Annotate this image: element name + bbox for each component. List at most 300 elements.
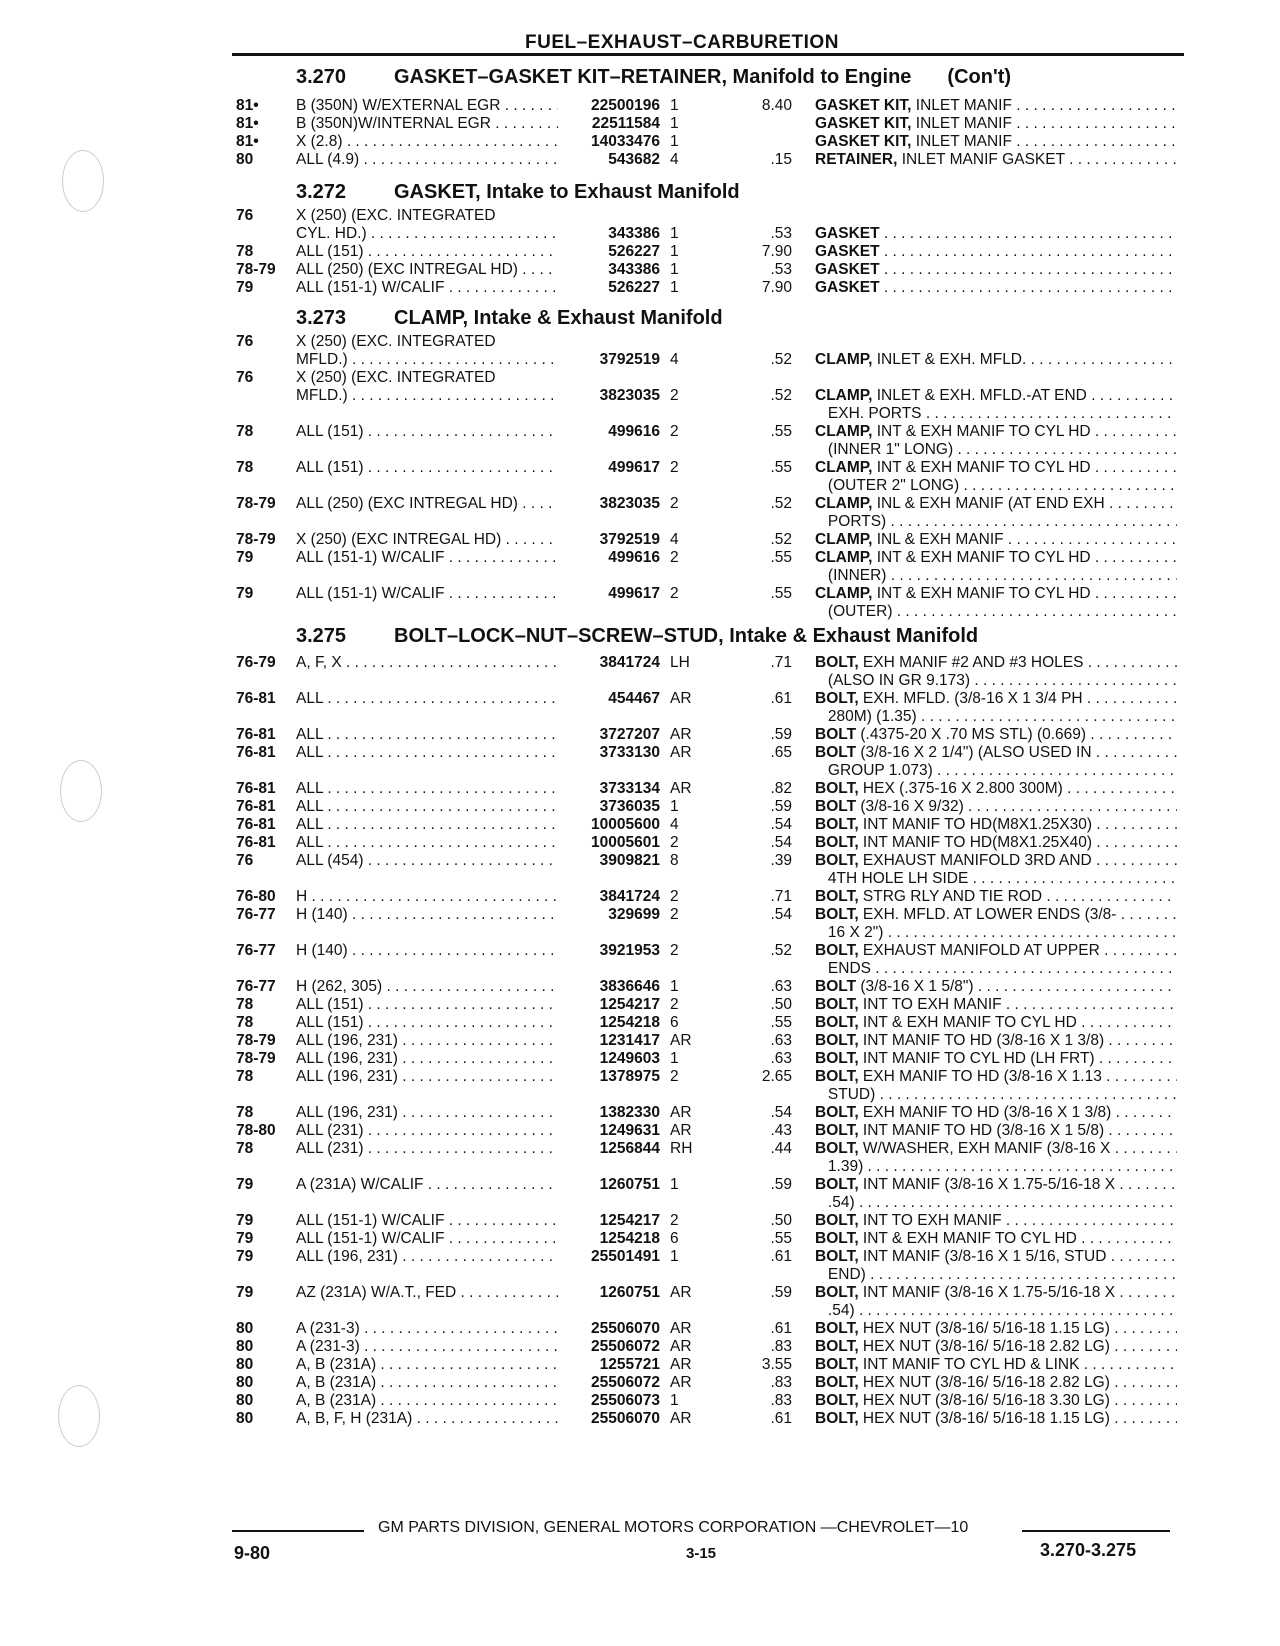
table-row <box>0 279 1280 298</box>
description-text: HEX NUT (3/8-16/ 5/16-18 3.30 LG) <box>858 1392 1110 1409</box>
application: ALL (196, 231) . . . <box>296 1104 558 1122</box>
footer-rule-right <box>1022 1530 1170 1532</box>
table-row <box>0 243 1280 262</box>
application: ALL (231) . . . <box>296 1122 558 1140</box>
description-text: INT MANIF TO CYL HD (LH FRT) <box>858 1050 1095 1067</box>
description <box>815 279 1177 297</box>
application: ALL (196, 231) . . . <box>296 1050 558 1068</box>
description <box>815 726 1177 744</box>
application: X (250) (EXC INTREGAL HD) . . . <box>296 531 558 549</box>
part-number: 10005601 <box>591 834 660 851</box>
part-number: 526227 <box>608 279 660 296</box>
model-year: 79 <box>236 1212 254 1229</box>
model-year: 78-79 <box>236 495 276 512</box>
description-text: (3/8-16 X 1 5/8") <box>856 978 974 995</box>
quantity: 2 <box>670 888 679 905</box>
table-row <box>0 1356 1280 1375</box>
table-row <box>0 834 1280 853</box>
application: A, B (231A) . . . <box>296 1356 558 1374</box>
table-row <box>0 1230 1280 1249</box>
description <box>815 1014 1177 1032</box>
model-year: 78 <box>236 1068 254 1085</box>
application: ALL (151) . . . <box>296 459 558 477</box>
quantity: AR <box>670 690 692 707</box>
model-year: 76-81 <box>236 834 276 851</box>
table-row <box>0 405 1280 424</box>
description <box>815 690 1177 708</box>
part-number: 499617 <box>608 459 660 476</box>
description-text: INT TO EXH MANIF <box>858 996 1002 1013</box>
description-text: INT & EXH MANIF TO CYL HD <box>872 585 1091 602</box>
application: H (140) . . . <box>296 906 558 924</box>
description-text: (OUTER 2" LONG) <box>815 477 960 494</box>
table-row <box>0 942 1280 961</box>
application: ALL . . . <box>296 780 558 798</box>
description <box>815 549 1177 567</box>
table-row <box>0 978 1280 997</box>
price: .61 <box>770 1410 792 1427</box>
description-text: INL & EXH MANIF <box>872 531 1004 548</box>
description <box>815 495 1177 513</box>
description-text: INLET & EXH. MFLD.-AT END <box>872 387 1087 404</box>
table-row <box>0 423 1280 442</box>
quantity: RH <box>670 1140 693 1157</box>
footer-page-number: 3-15 <box>686 1545 717 1562</box>
quantity: 2 <box>670 585 679 602</box>
footer-date: 9-80 <box>234 1543 271 1563</box>
price: .59 <box>770 726 792 743</box>
description-text: INT MANIF TO HD (3/8-16 X 1 5/8) <box>858 1122 1105 1139</box>
description-keyword: BOLT, <box>815 1104 859 1121</box>
description-keyword: BOLT, <box>815 1176 859 1193</box>
part-number: 25506072 <box>591 1374 660 1391</box>
application: A, B (231A) . . . <box>296 1374 558 1392</box>
description <box>815 1050 1177 1068</box>
table-row <box>0 1302 1280 1321</box>
price: 3.55 <box>761 1356 792 1373</box>
description-keyword: CLAMP, <box>815 423 873 440</box>
description-text: 16 X 2") <box>815 924 884 941</box>
table-row <box>0 1266 1280 1285</box>
model-year: 79 <box>236 585 254 602</box>
description-text: INT TO EXH MANIF <box>858 1212 1002 1229</box>
application: MFLD.) . . . <box>296 351 558 369</box>
part-number: 1254217 <box>599 996 660 1013</box>
price: .52 <box>770 942 792 959</box>
application: ALL (151-1) W/CALIF . . . <box>296 279 558 297</box>
application: ALL (196, 231) . . . <box>296 1248 558 1266</box>
price: .59 <box>770 1176 792 1193</box>
part-number: 1254217 <box>599 1212 660 1229</box>
description-keyword: BOLT, <box>815 1014 859 1031</box>
part-number: 3733134 <box>599 780 660 797</box>
price: .71 <box>770 654 792 671</box>
price: .54 <box>770 816 792 833</box>
table-row <box>0 459 1280 478</box>
part-number: 1260751 <box>599 1284 660 1301</box>
application: ALL (196, 231) . . . <box>296 1032 558 1050</box>
part-number: 343386 <box>608 261 660 278</box>
application: A, B, F, H (231A) . . . <box>296 1410 558 1428</box>
application: ALL . . . <box>296 798 558 816</box>
price: .83 <box>770 1374 792 1391</box>
section-heading <box>296 307 759 330</box>
description-keyword: BOLT, <box>815 852 859 869</box>
description <box>815 1374 1177 1392</box>
part-number: 1249631 <box>599 1122 660 1139</box>
section-title: GASKET–GASKET KIT–RETAINER, Manifold to Engine <box>394 66 912 88</box>
part-number: 3823035 <box>599 495 660 512</box>
price: .55 <box>770 1230 792 1247</box>
table-row <box>0 654 1280 673</box>
description-keyword: BOLT, <box>815 654 859 671</box>
description-text: INT MANIF TO HD(M8X1.25X40) <box>858 834 1093 851</box>
table-row <box>0 1086 1280 1105</box>
quantity: 2 <box>670 834 679 851</box>
part-number: 543682 <box>608 151 660 168</box>
part-number: 10005600 <box>591 816 660 833</box>
description-text: END) <box>815 1266 866 1283</box>
application: ALL (4.9) . . . <box>296 151 558 169</box>
model-year: 78-79 <box>236 1032 276 1049</box>
description <box>815 1158 1177 1176</box>
description <box>815 405 1177 423</box>
table-row <box>0 1122 1280 1141</box>
table-row <box>0 477 1280 496</box>
description-text: EXH. MFLD. AT LOWER ENDS (3/8- <box>858 906 1117 923</box>
description <box>815 1302 1177 1320</box>
section-number: 3.270 <box>296 66 347 88</box>
price: .55 <box>770 459 792 476</box>
quantity: 1 <box>670 225 679 242</box>
description-keyword: BOLT <box>815 798 857 815</box>
description <box>815 996 1177 1014</box>
application: H (262, 305) . . . <box>296 978 558 996</box>
application: X (250) (EXC. INTEGRATED <box>296 369 496 386</box>
header-rule <box>232 53 1184 56</box>
application: ALL . . . <box>296 726 558 744</box>
description-text: INLET MANIF <box>911 115 1012 132</box>
application: ALL (250) (EXC INTREGAL HD) . . . <box>296 495 558 513</box>
description <box>815 816 1177 834</box>
description <box>815 1122 1177 1140</box>
application: A (231-3) . . . <box>296 1338 558 1356</box>
table-row <box>0 1392 1280 1411</box>
quantity: 2 <box>670 423 679 440</box>
price: 2.65 <box>761 1068 792 1085</box>
table-row <box>0 1338 1280 1357</box>
description-keyword: BOLT, <box>815 1032 859 1049</box>
footer-publisher: GM PARTS DIVISION, GENERAL MOTORS CORPORATION —CHEVROLET—10 <box>378 1519 969 1536</box>
price: 7.90 <box>761 279 792 296</box>
description-keyword: BOLT, <box>815 780 859 797</box>
description-text: INT MANIF (3/8-16 X 1 5/16, STUD <box>858 1248 1107 1265</box>
application: B (350N) W/EXTERNAL EGR . . . <box>296 97 558 115</box>
model-year: 76-79 <box>236 654 276 671</box>
application: ALL (151-1) W/CALIF . . . <box>296 585 558 603</box>
part-number: 3841724 <box>599 888 660 905</box>
description <box>815 423 1177 441</box>
table-row <box>0 441 1280 460</box>
price: .52 <box>770 351 792 368</box>
quantity: AR <box>670 1356 692 1373</box>
price: .83 <box>770 1392 792 1409</box>
part-number: 3836646 <box>599 978 660 995</box>
description-text: GROUP 1.073) <box>815 762 933 779</box>
description <box>815 459 1177 477</box>
description <box>815 243 1177 261</box>
price: .39 <box>770 852 792 869</box>
description <box>815 1248 1177 1266</box>
description-keyword: CLAMP, <box>815 585 873 602</box>
table-row <box>0 97 1280 116</box>
table-row <box>0 513 1280 532</box>
description-keyword: BOLT, <box>815 888 859 905</box>
description <box>815 1032 1177 1050</box>
description-text: (.4375-20 X .70 MS STL) (0.669) <box>856 726 1087 743</box>
description-keyword: BOLT, <box>815 906 859 923</box>
application: X (2.8) . . . <box>296 133 558 151</box>
part-number: 25506073 <box>591 1392 660 1409</box>
description-text: HEX NUT (3/8-16/ 5/16-18 2.82 LG) <box>858 1374 1110 1391</box>
table-row <box>0 603 1280 622</box>
price: .44 <box>770 1140 792 1157</box>
application: ALL (151) . . . <box>296 996 558 1014</box>
description-keyword: BOLT, <box>815 1050 859 1067</box>
quantity: 1 <box>670 279 679 296</box>
quantity: 1 <box>670 798 679 815</box>
section-title: GASKET, Intake to Exhaust Manifold <box>394 181 740 203</box>
price: .61 <box>770 1248 792 1265</box>
model-year: 79 <box>236 1176 254 1193</box>
quantity: 2 <box>670 906 679 923</box>
description <box>815 708 1177 726</box>
model-year: 76-77 <box>236 978 276 995</box>
quantity: AR <box>670 780 692 797</box>
section-title: BOLT–LOCK–NUT–SCREW–STUD, Intake & Exhaust Manifold <box>394 625 979 647</box>
model-year: 76-81 <box>236 816 276 833</box>
description <box>815 261 1177 279</box>
description <box>815 852 1177 870</box>
part-number: 1255721 <box>599 1356 660 1373</box>
description-text: INT & EXH MANIF TO CYL HD <box>872 549 1091 566</box>
section-title: CLAMP, Intake & Exhaust Manifold <box>394 307 723 329</box>
description-keyword: BOLT, <box>815 1320 859 1337</box>
quantity: 2 <box>670 942 679 959</box>
application: H . . . <box>296 888 558 906</box>
description <box>815 978 1177 996</box>
application: A, B (231A) . . . <box>296 1392 558 1410</box>
description-keyword: GASKET <box>815 279 880 296</box>
description-text: .54) <box>815 1302 855 1319</box>
description-keyword: BOLT, <box>815 690 859 707</box>
model-year: 78 <box>236 1104 254 1121</box>
description-text: (INNER 1" LONG) <box>815 441 954 458</box>
description-text: INLET MANIF <box>911 97 1012 114</box>
description-keyword: BOLT, <box>815 1230 859 1247</box>
quantity: AR <box>670 1122 692 1139</box>
quantity: 6 <box>670 1014 679 1031</box>
price: .59 <box>770 798 792 815</box>
description-text: INT MANIF (3/8-16 X 1.75-5/16-18 X <box>858 1284 1116 1301</box>
quantity: AR <box>670 1374 692 1391</box>
description <box>815 906 1177 924</box>
description-keyword: GASKET <box>815 261 880 278</box>
quantity: 4 <box>670 531 679 548</box>
description-text: 4TH HOLE LH SIDE <box>815 870 969 887</box>
description-text: INT & EXH MANIF TO CYL HD <box>872 423 1091 440</box>
model-year: 80 <box>236 1392 254 1409</box>
table-row <box>0 960 1280 979</box>
description-text: EXHAUST MANIFOLD AT UPPER <box>858 942 1100 959</box>
description <box>815 603 1177 621</box>
application: X (250) (EXC. INTEGRATED <box>296 333 496 350</box>
description-text: INT MANIF (3/8-16 X 1.75-5/16-18 X <box>858 1176 1116 1193</box>
table-row <box>0 1104 1280 1123</box>
quantity: 2 <box>670 1068 679 1085</box>
quantity: AR <box>670 744 692 761</box>
part-number: 526227 <box>608 243 660 260</box>
section-heading <box>296 625 1014 648</box>
price: .65 <box>770 744 792 761</box>
description <box>815 1320 1177 1338</box>
description <box>815 567 1177 585</box>
description-text: INLET & EXH. MFLD. <box>872 351 1027 368</box>
table-row <box>0 387 1280 406</box>
description-text: HEX NUT (3/8-16/ 5/16-18 1.15 LG) <box>858 1320 1110 1337</box>
table-row <box>0 780 1280 799</box>
description-keyword: BOLT, <box>815 1374 859 1391</box>
description-keyword: BOLT, <box>815 1140 859 1157</box>
description-text: EXH. PORTS <box>815 405 922 422</box>
model-year: 79 <box>236 549 254 566</box>
description-keyword: BOLT, <box>815 1338 859 1355</box>
description-text: ENDS <box>815 960 871 977</box>
model-year: 76-77 <box>236 942 276 959</box>
section-suffix: (Con't) <box>947 66 1012 88</box>
part-number: 3909821 <box>599 852 660 869</box>
price: .54 <box>770 834 792 851</box>
description-text: .54) <box>815 1194 855 1211</box>
price: .52 <box>770 495 792 512</box>
description-text: INLET MANIF GASKET <box>897 151 1065 168</box>
model-year: 80 <box>236 1410 254 1427</box>
description-keyword: BOLT, <box>815 942 859 959</box>
model-year: 79 <box>236 279 254 296</box>
description <box>815 1338 1177 1356</box>
model-year: 76-81 <box>236 690 276 707</box>
price: .15 <box>770 151 792 168</box>
quantity: AR <box>670 1104 692 1121</box>
description <box>815 441 1177 459</box>
model-year: 79 <box>236 1248 254 1265</box>
model-year: 78 <box>236 996 254 1013</box>
description-keyword: BOLT, <box>815 1356 859 1373</box>
part-number: 22511584 <box>591 115 660 132</box>
application: A (231A) W/CALIF . . . <box>296 1176 558 1194</box>
description-keyword: GASKET KIT, <box>815 97 912 114</box>
price: .55 <box>770 423 792 440</box>
description-text: 1.39) <box>815 1158 864 1175</box>
application: ALL . . . <box>296 690 558 708</box>
description-text: (OUTER) <box>815 603 893 620</box>
description-keyword: BOLT <box>815 726 857 743</box>
quantity: 4 <box>670 151 679 168</box>
price: .63 <box>770 978 792 995</box>
description <box>815 1410 1177 1428</box>
quantity: 1 <box>670 115 679 132</box>
quantity: AR <box>670 726 692 743</box>
table-row <box>0 726 1280 745</box>
application: ALL . . . <box>296 834 558 852</box>
table-row <box>0 151 1280 170</box>
model-year: 76 <box>236 333 254 350</box>
description <box>815 387 1177 405</box>
table-row <box>0 1320 1280 1339</box>
part-number: 329699 <box>608 906 660 923</box>
price: .55 <box>770 585 792 602</box>
quantity: 1 <box>670 243 679 260</box>
price: .55 <box>770 549 792 566</box>
part-number: 3841724 <box>599 654 660 671</box>
quantity: 2 <box>670 459 679 476</box>
model-year: 76-81 <box>236 744 276 761</box>
description <box>815 477 1177 495</box>
table-row <box>0 708 1280 727</box>
description-text: EXH. MFLD. (3/8-16 X 1 3/4 PH <box>858 690 1083 707</box>
quantity: 4 <box>670 816 679 833</box>
description-keyword: BOLT, <box>815 1212 859 1229</box>
quantity: 2 <box>670 387 679 404</box>
model-year: 81• <box>236 97 259 114</box>
price: .50 <box>770 996 792 1013</box>
quantity: 8 <box>670 852 679 869</box>
table-row <box>0 1140 1280 1159</box>
price: .63 <box>770 1032 792 1049</box>
application: B (350N)W/INTERNAL EGR . . . <box>296 115 558 133</box>
description-text: (3/8-16 X 9/32) <box>856 798 964 815</box>
description <box>815 780 1177 798</box>
description-keyword: GASKET KIT, <box>815 115 912 132</box>
quantity: AR <box>670 1320 692 1337</box>
price: .61 <box>770 1320 792 1337</box>
section-heading <box>296 66 1011 89</box>
model-year: 81• <box>236 115 259 132</box>
description <box>815 1284 1177 1302</box>
description-text: STUD) <box>815 1086 876 1103</box>
application: ALL (231) . . . <box>296 1140 558 1158</box>
model-year: 76-81 <box>236 780 276 797</box>
description-keyword: BOLT, <box>815 1392 859 1409</box>
description <box>815 942 1177 960</box>
part-number: 3733130 <box>599 744 660 761</box>
description <box>815 225 1177 243</box>
section-heading <box>296 181 776 204</box>
table-row <box>0 1212 1280 1231</box>
table-row <box>0 531 1280 550</box>
price: .53 <box>770 261 792 278</box>
table-row <box>0 1248 1280 1267</box>
quantity: 1 <box>670 978 679 995</box>
section-number: 3.275 <box>296 625 347 647</box>
table-row <box>0 1158 1280 1177</box>
quantity: 1 <box>670 1248 679 1265</box>
footer-rule-left <box>232 1530 364 1532</box>
description-keyword: RETAINER, <box>815 151 898 168</box>
price: .52 <box>770 531 792 548</box>
model-year: 76-81 <box>236 726 276 743</box>
model-year: 78-79 <box>236 261 276 278</box>
